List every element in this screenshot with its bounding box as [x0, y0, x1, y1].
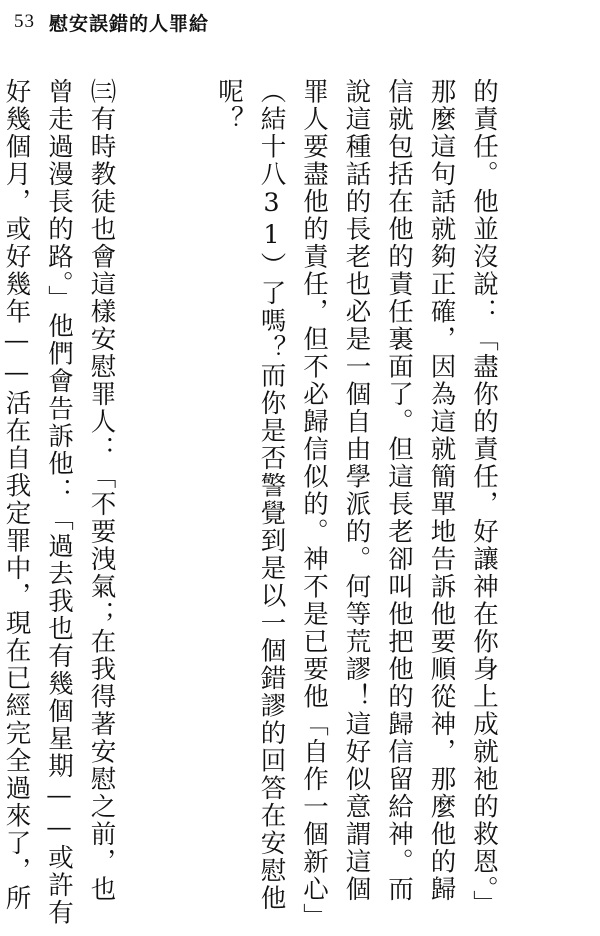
paragraph-1: 的責任。他並沒說：「盡你的責任，好讓神在你身上成就祂的救恩。」那麼這句話就夠正確，因為這就簡單地告訴他要順從神，那麼他的歸信就包括在他的責任裏面了。但這長老卻叫他把他的歸信留給神。而說這種話的長老也必是一個自由學派的。何等荒謬！這好似意謂這個罪人要盡他的責任，但不必歸信似的。神不是已要他「自作一個新心」（結十八31）了嗎？而你是否警覺到是以一個錯謬的回答在安慰他呢？: [214, 78, 499, 918]
paragraph-2: ㈢有時教徒也會這樣安慰罪人：「不要洩氣；在我得著安慰之前，也曾走過漫長的路。」他們會告訴他：「過去我也有幾個星期——或許有好幾個月，或好幾年——活在自我定罪中，現在已經完全過來了，所: [1, 78, 117, 927]
running-title: 慰安誤錯的人罪給: [49, 12, 210, 35]
page-number: 53: [14, 11, 35, 32]
running-head: [14, 6, 209, 38]
body-text: [1, 78, 590, 930]
